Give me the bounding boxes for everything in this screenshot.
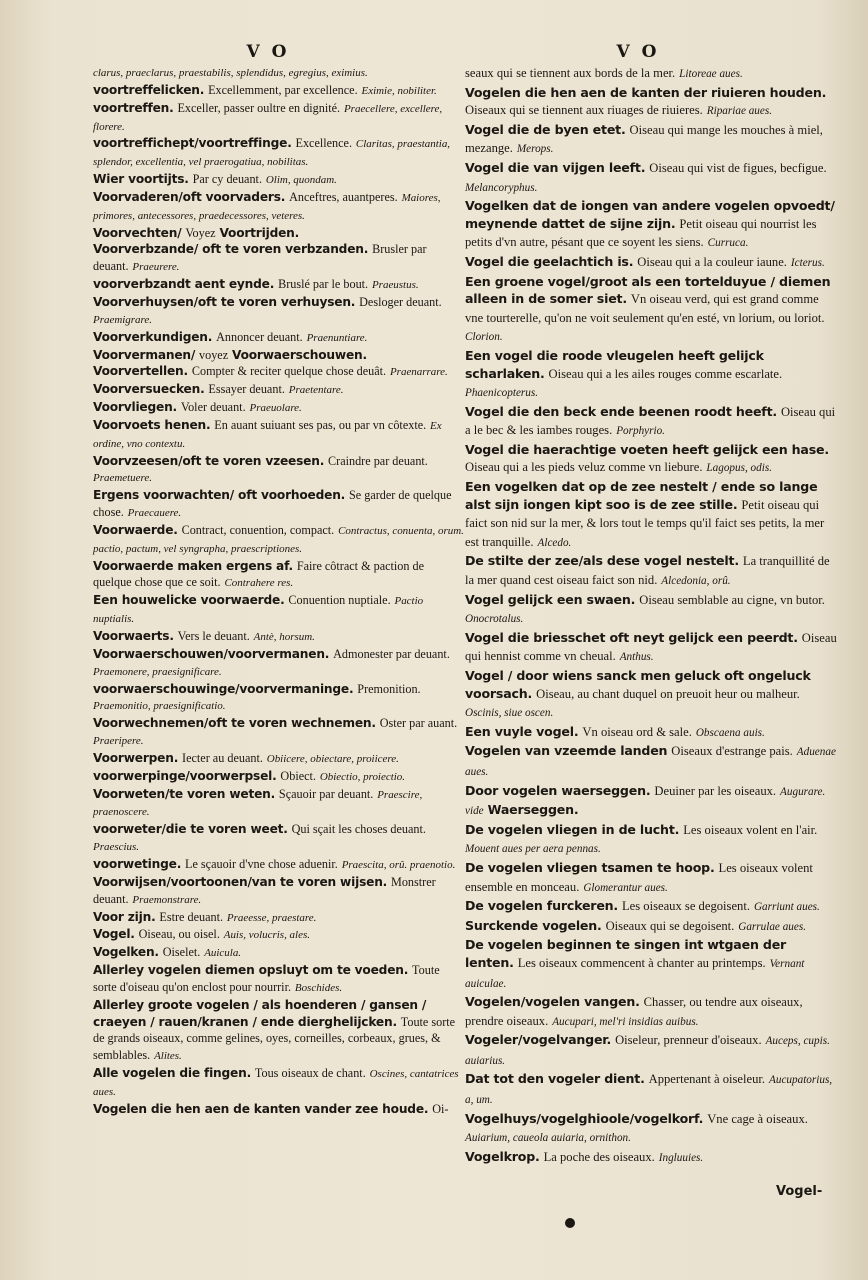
headword: Een vogel die roode vleugelen heeft gelijck scharlaken. <box>465 347 764 381</box>
french-gloss: Premonition. <box>357 681 421 696</box>
dictionary-entry <box>465 591 837 629</box>
french-gloss: Le sçauoir d'vne chose aduenir. <box>185 856 338 871</box>
headword: Voorvermanen/ <box>93 347 196 362</box>
latin-gloss: Porphyrio. <box>616 425 665 438</box>
latin-gloss: Praemonitio, praesignificatio. <box>93 700 226 713</box>
dictionary-entry <box>465 64 837 84</box>
dictionary-entry <box>465 441 837 478</box>
dictionary-entry <box>93 276 465 294</box>
latin-gloss: Alcedonia, orû. <box>661 575 731 588</box>
french-gloss: Essayer deuant. <box>208 382 285 397</box>
latin-gloss: Claritas, praestantia, splendor, excellentia, vel praerogatiua, nobilitas. <box>93 138 451 169</box>
latin-gloss: Oscinis, siue oscen. <box>465 707 554 720</box>
dictionary-entry <box>93 558 465 593</box>
latin-gloss: Mouent aues per aera pennas. <box>465 843 601 856</box>
french-gloss: Chasser, ou tendre aux oiseaux, prendre oiseaux. <box>465 995 803 1028</box>
latin-gloss: Auis, volucris, ales. <box>223 929 310 942</box>
dictionary-entry <box>93 225 465 242</box>
latin-gloss: Ripariae aues. <box>706 105 773 118</box>
dictionary-entry <box>93 347 465 364</box>
latin-gloss: Praecauere. <box>127 507 182 520</box>
headword: Vogelken. <box>93 945 159 960</box>
latin-gloss: Oscines, cantatrices aues. <box>93 1068 459 1098</box>
latin-gloss: Alcedo. <box>537 536 572 549</box>
dictionary-entry <box>465 1031 837 1070</box>
french-gloss: La tranquillité de la mer quand cest oiseau faict son nid. <box>465 554 830 588</box>
headword: Voorwaerschouwen/voorvermanen. <box>93 646 330 661</box>
headword: Dat tot den vogeler dient. <box>465 1071 645 1087</box>
left-column <box>93 64 465 1118</box>
french-gloss: Oiseaux d'estrange pais. <box>671 744 793 759</box>
headword: Voorwaerts. <box>93 629 174 643</box>
dictionary-entry <box>93 171 465 189</box>
headword: Voorvertellen. <box>93 364 188 379</box>
dictionary-entry <box>93 874 465 909</box>
french-gloss: En auant suiuant ses pas, ou par vn côtexte. <box>214 417 427 432</box>
latin-gloss: Praemetuere. <box>93 472 152 485</box>
french-gloss: Annoncer deuant. <box>216 329 303 344</box>
latin-gloss: Obiicere, obiectare, proiicere. <box>266 752 399 765</box>
latin-gloss: Praescire, praenoscere. <box>93 788 423 819</box>
dictionary-entry <box>93 821 465 856</box>
dictionary-entry <box>465 1148 837 1168</box>
french-gloss: seaux qui se tiennent aux bords de la mer. <box>465 66 676 80</box>
page-dot-ornament <box>565 1218 575 1228</box>
french-gloss: Oiseau qui a les pieds veluz comme vn liebure. <box>465 460 703 475</box>
french-gloss: Sçauoir par deuant. <box>278 786 374 801</box>
dictionary-entry <box>465 897 837 917</box>
latin-gloss: Ex ordine, vno contextu. <box>93 419 442 450</box>
latin-gloss: Auceps, cupis. auiarius. <box>465 1035 830 1067</box>
dictionary-entry <box>465 253 837 273</box>
french-gloss: Qui sçait les choses deuant. <box>291 822 426 837</box>
latin-gloss: Melancoryphus. <box>465 181 538 194</box>
dictionary-entry <box>465 552 837 590</box>
latin-gloss: Glomerantur aues. <box>583 881 668 894</box>
latin-gloss: clarus, praeclarus, praestabilis, splendidus, egregius, eximius. <box>93 67 368 79</box>
dictionary-entry <box>93 750 465 768</box>
french-gloss: Contract, conuention, compact. <box>181 522 335 537</box>
french-gloss: Les oiseaux volent ensemble en monceau. <box>465 860 813 894</box>
headword: voorwetinge. <box>93 856 182 871</box>
latin-gloss: Pactio nuptialis. <box>93 595 424 626</box>
dictionary-entry <box>465 821 837 859</box>
headword: Vogel / door wiens sanck men geluck oft ongeluck voorsach. <box>465 668 811 701</box>
dictionary-entry <box>93 100 465 136</box>
dictionary-entry <box>93 453 465 488</box>
dictionary-entry <box>465 936 837 993</box>
headword: Voorvaderen/oft voorvaders. <box>93 189 286 204</box>
latin-gloss: Anthus. <box>619 651 654 664</box>
headword: Alle vogelen die fingen. <box>93 1066 252 1081</box>
dictionary-entry <box>465 782 837 821</box>
headword: De vogelen beginnen te singen int wtgaen der lenten. <box>465 937 787 970</box>
headword: Voorvliegen. <box>93 400 177 415</box>
dictionary-entry <box>93 522 465 558</box>
latin-gloss: Curruca. <box>707 237 749 250</box>
dictionary-entry <box>93 1101 465 1118</box>
french-gloss: Les oiseaux volent en l'air. <box>683 822 818 837</box>
french-gloss: Exceller, passer oultre en dignité. <box>177 100 341 115</box>
headword: Vogelen die hen aen de kanten der riuieren houden. <box>465 84 827 100</box>
headword: voortreffelicken. <box>93 82 205 97</box>
french-gloss: Oiseleur, prenneur d'oiseaux. <box>615 1033 762 1048</box>
french-gloss: Se garder de quelque chose. <box>93 488 452 520</box>
latin-gloss: Eximie, nobiliter. <box>361 84 437 97</box>
headword: Voorwerpen. <box>93 750 179 765</box>
french-gloss: Vn oiseau ord & sale. <box>582 724 692 739</box>
french-gloss: Voler deuant. <box>180 400 246 415</box>
headword: Voorwijsen/voortoonen/van te voren wijsen. <box>93 874 388 889</box>
headword: Vogelken dat de iongen van andere vogelen opvoedt/ meynende dattet de sijne zijn. <box>465 198 835 231</box>
headword: Vogel die geelachtich is. <box>465 253 634 269</box>
dictionary-entry <box>93 329 465 347</box>
dictionary-entry <box>93 363 465 381</box>
dictionary-entry <box>93 417 465 453</box>
latin-gloss: Icterus. <box>790 256 825 269</box>
dictionary-entry <box>93 646 465 681</box>
dictionary-entry <box>93 944 465 962</box>
dictionary-entry <box>93 241 465 276</box>
french-gloss: Vn oiseau verd, qui est grand comme vne tourterelle, qu'on ne voit seulement qu'en esté, vn lorium, ou loriot. <box>465 292 825 325</box>
dictionary-entry <box>465 667 837 723</box>
headword: Vogelhuys/vogelghioole/vogelkorf. <box>465 1110 704 1126</box>
latin-gloss: Antè, horsum. <box>253 631 315 643</box>
dictionary-entry <box>465 917 837 937</box>
headword: De vogelen vliegen in de lucht. <box>465 821 680 837</box>
headword: Vogeler/vogelvanger. <box>465 1032 612 1048</box>
french-gloss: Oiseau, ou oisel. <box>138 927 220 942</box>
headword: Voorwaerde maken ergens af. <box>93 558 293 573</box>
french-gloss: Admonester par deuant. <box>333 646 450 661</box>
headword: voorverbzandt aent eynde. <box>93 277 275 292</box>
latin-gloss: Onocrotalus. <box>465 613 524 626</box>
dictionary-entry <box>93 82 465 100</box>
french-gloss: Conuention nuptiale. <box>288 593 391 608</box>
dictionary-entry <box>465 273 837 347</box>
french-gloss: Monstrer deuant. <box>93 874 436 906</box>
dictionary-entry <box>93 487 465 522</box>
french-gloss: Les oiseaux commencent à chanter au printemps. <box>517 955 766 970</box>
headword: Voorverhuysen/oft te voren verhuysen. <box>93 294 356 309</box>
dictionary-entry <box>93 135 465 171</box>
headword: Voor zijn. <box>93 909 156 924</box>
latin-gloss: Clorion. <box>465 331 503 344</box>
french-gloss: Faire côtract & paction de quelque chose que ce soit. <box>93 558 425 590</box>
dictionary-entry <box>93 189 465 225</box>
latin-gloss: Phaenicopterus. <box>465 387 539 400</box>
cross-reference: Voortrijden. <box>219 225 300 240</box>
french-gloss: Toute sorte d'oiseau qu'on enclost pour nourrir. <box>93 963 440 994</box>
dictionary-entry <box>465 1070 837 1109</box>
headword: Voorweten/te voren weten. <box>93 786 276 801</box>
french-gloss: Oiseaux qui se degoisent. <box>605 918 735 933</box>
headword: Allerley groote vogelen / als hoenderen / gansen / craeyen / rauen/kranen / ende dierghelijcken. <box>93 997 427 1029</box>
latin-gloss: Vernant auiculae. <box>465 957 805 990</box>
dictionary-entry <box>93 997 465 1065</box>
latin-gloss: Ingluuies. <box>658 1151 704 1164</box>
latin-gloss: Auicula. <box>204 947 242 960</box>
dictionary-entry <box>93 962 465 997</box>
french-gloss: Oi- <box>432 1101 449 1116</box>
french-gloss: Estre deuant. <box>159 909 224 924</box>
latin-gloss: Praeustus. <box>371 279 419 292</box>
french-gloss: Oiseau semblable au cigne, vn butor. <box>639 592 825 607</box>
latin-gloss: Alites. <box>154 1050 182 1063</box>
latin-gloss: Praecellere, excellere, florere. <box>93 102 443 133</box>
latin-gloss: Aucupari, mel'ri insidias auibus. <box>552 1015 699 1028</box>
french-gloss: Compter & reciter quelque chose deuât. <box>191 364 387 379</box>
cross-reference: Voorwaerschouwen. <box>232 347 367 362</box>
dictionary-entry <box>465 742 837 781</box>
latin-gloss: Olim, quondam. <box>265 174 337 187</box>
headword: Een groene vogel/groot als een tortelduyue / diemen alleen in de somer siet. <box>465 273 831 307</box>
headword: De stilte der zee/als dese vogel nestelt. <box>465 553 739 569</box>
headword: Wier voortijts. <box>93 172 189 187</box>
headword: Voorverbzande/ oft te voren verbzanden. <box>93 242 369 257</box>
latin-gloss: Maiores, primores, antecessores, praedecessores, veteres. <box>93 191 441 222</box>
dictionary-entry <box>465 159 837 197</box>
dictionary-entry <box>93 381 465 399</box>
french-gloss: Les oiseaux se degoisent. <box>621 899 750 914</box>
headword: Vogel. <box>93 927 135 942</box>
latin-gloss: Litoreae aues. <box>679 68 743 80</box>
headword: Allerley vogelen diemen opsluyt om te voeden. <box>93 963 409 978</box>
latin-gloss: Merops. <box>516 143 554 156</box>
dictionary-entry <box>465 859 837 897</box>
french-gloss: Petit oiseau qui faict son nid sur la mer, & lors tout le temps qu'il faict ses petits, la mer est tranquille. <box>465 497 825 549</box>
headword: Een vuyle vogel. <box>465 723 579 739</box>
dictionary-entry <box>93 926 465 944</box>
headword: Vogel die den beck ende beenen roodt heeft. <box>465 403 777 419</box>
running-head-right: V O <box>616 42 660 62</box>
dictionary-entry <box>465 347 837 403</box>
dictionary-entry <box>93 399 465 417</box>
latin-gloss: Garriunt aues. <box>753 901 820 914</box>
dictionary-entry <box>93 64 465 82</box>
dictionary-entry <box>465 993 837 1031</box>
french-gloss: Oiseau qui mange les mouches à miel, mezange. <box>465 122 823 156</box>
latin-gloss: Lagopus, odis. <box>706 462 773 475</box>
headword: Surckende vogelen. <box>465 917 602 933</box>
headword: voortreffen. <box>93 100 174 115</box>
dictionary-entry <box>93 909 465 927</box>
french-gloss: Oiseau qui hennist comme vn cheual. <box>465 630 837 664</box>
headword: Ergens voorwachten/ oft voorhoeden. <box>93 488 346 503</box>
latin-gloss: Praeripere. <box>93 735 144 748</box>
latin-gloss: Praescius. <box>93 841 140 854</box>
dictionary-entry <box>93 768 465 786</box>
french-gloss: voyez <box>199 347 229 362</box>
dictionary-entry <box>93 681 465 716</box>
french-gloss: Oiseau qui a la couleur iaune. <box>637 254 787 269</box>
headword: Vogelen die hen aen de kanten vander zee houde. <box>93 1101 429 1116</box>
dictionary-entry <box>465 403 837 441</box>
french-gloss: Appertenant à oiseleur. <box>648 1072 766 1087</box>
french-gloss: La poche des oiseaux. <box>543 1149 655 1164</box>
latin-gloss: Aucupatorius, a, um. <box>465 1074 833 1107</box>
latin-gloss: Contrahere res. <box>224 577 294 590</box>
headword: Voorversuecken. <box>93 382 205 397</box>
latin-gloss: Augurare. vide <box>465 785 826 818</box>
latin-gloss: Praeesse, praestare. <box>226 911 317 924</box>
latin-gloss: Obscaena auis. <box>695 726 765 739</box>
dictionary-entry <box>93 294 465 329</box>
headword: Vogelen/vogelen vangen. <box>465 994 640 1010</box>
dictionary-entry <box>93 1065 465 1101</box>
french-gloss: Desloger deuant. <box>359 294 442 309</box>
dictionary-entry <box>465 121 837 159</box>
dictionary-entry <box>465 629 837 667</box>
headword: voorwaerschouwinge/voorvermaninge. <box>93 681 354 696</box>
french-gloss: Deuiner par les oiseaux. <box>654 783 777 798</box>
headword: Vogelen van vzeemde landen <box>465 743 668 759</box>
headword: Voorvechten/ <box>93 225 182 240</box>
latin-gloss: Boschides. <box>294 981 343 994</box>
french-gloss: Vne cage à oiseaux. <box>707 1111 808 1126</box>
headword: Voorwechnemen/oft te voren wechnemen. <box>93 716 376 731</box>
latin-gloss: Praescita, orû. praenotio. <box>341 858 456 871</box>
french-gloss: Tous oiseaux de chant. <box>254 1066 366 1081</box>
french-gloss: Toute sorte de grands oiseaux, comme gelines, oyes, corneilles, corbeaux, grues, & semblables. <box>93 1014 456 1063</box>
french-gloss: Bruslé par le bout. <box>278 277 369 292</box>
french-gloss: Excellence. <box>295 136 353 151</box>
dictionary-entry <box>93 592 465 628</box>
headword: De vogelen vliegen tsamen te hoop. <box>465 859 715 875</box>
french-gloss: Oiselet. <box>162 945 201 960</box>
latin-gloss: Garrulae aues. <box>738 920 806 933</box>
catchword: Vogel- <box>776 1184 823 1199</box>
headword: Vogel die haerachtige voeten heeft gelijck een hase. <box>465 441 829 457</box>
headword: Vogel die van vijgen leeft. <box>465 159 646 175</box>
dictionary-entry <box>93 628 465 646</box>
french-gloss: Obiect. <box>280 768 316 783</box>
latin-gloss: Contractus, conuenta, orum. pactio, pactum, vel syngrapha, praescriptiones. <box>93 524 464 555</box>
headword: Vogel die briesschet oft neyt gelijck een peerdt. <box>465 629 798 645</box>
dictionary-entry <box>93 715 465 750</box>
latin-gloss: Praemonere, praesignificare. <box>93 665 222 678</box>
headword: Een houwelicke voorwaerde. <box>93 593 285 608</box>
french-gloss: Oiseaux qui se tiennent aux riuages de riuieres. <box>465 103 703 118</box>
dictionary-entry <box>465 478 837 552</box>
dictionary-entry <box>465 84 837 121</box>
french-gloss: Excellemment, par excellence. <box>208 82 358 97</box>
french-gloss: Iecter au deuant. <box>182 750 263 765</box>
french-gloss: Vers le deuant. <box>177 629 250 643</box>
latin-gloss: Auiarium, caueola auiaria, ornithon. <box>465 1132 631 1145</box>
french-gloss: Petit oiseau qui nourrist les petits d'vn autre, pésant que ce soyent les siens. <box>465 216 817 250</box>
headword: Voorverkundigen. <box>93 329 213 344</box>
headword: Voorvoets henen. <box>93 417 211 432</box>
dictionary-entry <box>465 1110 837 1148</box>
headword: Een vogelken dat op de zee nestelt / ende so lange alst sijn iongen kipt soo is de zee stille. <box>465 479 818 512</box>
headword: Vogel gelijck een swaen. <box>465 591 636 607</box>
dictionary-entry <box>465 197 837 253</box>
running-head-left: V O <box>246 42 290 62</box>
latin-gloss: Obiectio, proiectio. <box>319 770 406 783</box>
latin-gloss: Praenuntiare. <box>306 331 368 344</box>
right-column <box>465 64 837 1167</box>
latin-gloss: Praenarrare. <box>389 366 448 379</box>
headword: Vogel die de byen etet. <box>465 121 626 137</box>
french-gloss: Brusler par deuant. <box>93 242 427 274</box>
latin-gloss: Praeurere. <box>132 261 180 274</box>
latin-gloss: Praetentare. <box>288 384 344 397</box>
headword: voortreffichept/voortreffinge. <box>93 136 292 151</box>
french-gloss: Oiseau qui a le bec & les iambes rouges. <box>465 404 836 438</box>
french-gloss: Oiseau, au chant duquel on preuoit heur ou malheur. <box>536 686 800 701</box>
cross-reference: Waerseggen. <box>487 802 579 818</box>
headword: De vogelen furckeren. <box>465 898 619 914</box>
headword: Voorwaerde. <box>93 522 178 537</box>
french-gloss: Par cy deuant. <box>192 172 262 187</box>
french-gloss: Oster par auant. <box>379 716 458 731</box>
headword: Voorvzeesen/oft te voren vzeesen. <box>93 453 325 468</box>
latin-gloss: Praemigrare. <box>93 313 152 326</box>
french-gloss: Anceftres, auantperes. <box>289 189 398 204</box>
french-gloss: Craindre par deuant. <box>328 453 428 468</box>
dictionary-entry <box>93 786 465 822</box>
headword: Vogelkrop. <box>465 1148 540 1164</box>
dictionary-entry <box>465 723 837 743</box>
french-gloss: Voyez <box>185 225 216 240</box>
french-gloss: Oiseau qui vist de figues, becfigue. <box>649 160 827 175</box>
french-gloss: Oiseau qui a les ailes rouges comme escarlate. <box>548 366 783 381</box>
headword: voorweter/die te voren weet. <box>93 822 288 837</box>
dictionary-entry <box>93 856 465 874</box>
latin-gloss: Aduenae aues. <box>465 746 836 778</box>
headword: Door vogelen waerseggen. <box>465 782 651 798</box>
headword: voorwerpinge/voorwerpsel. <box>93 768 277 783</box>
latin-gloss: Praeuolare. <box>249 402 302 415</box>
latin-gloss: Praemonstrare. <box>132 893 202 906</box>
